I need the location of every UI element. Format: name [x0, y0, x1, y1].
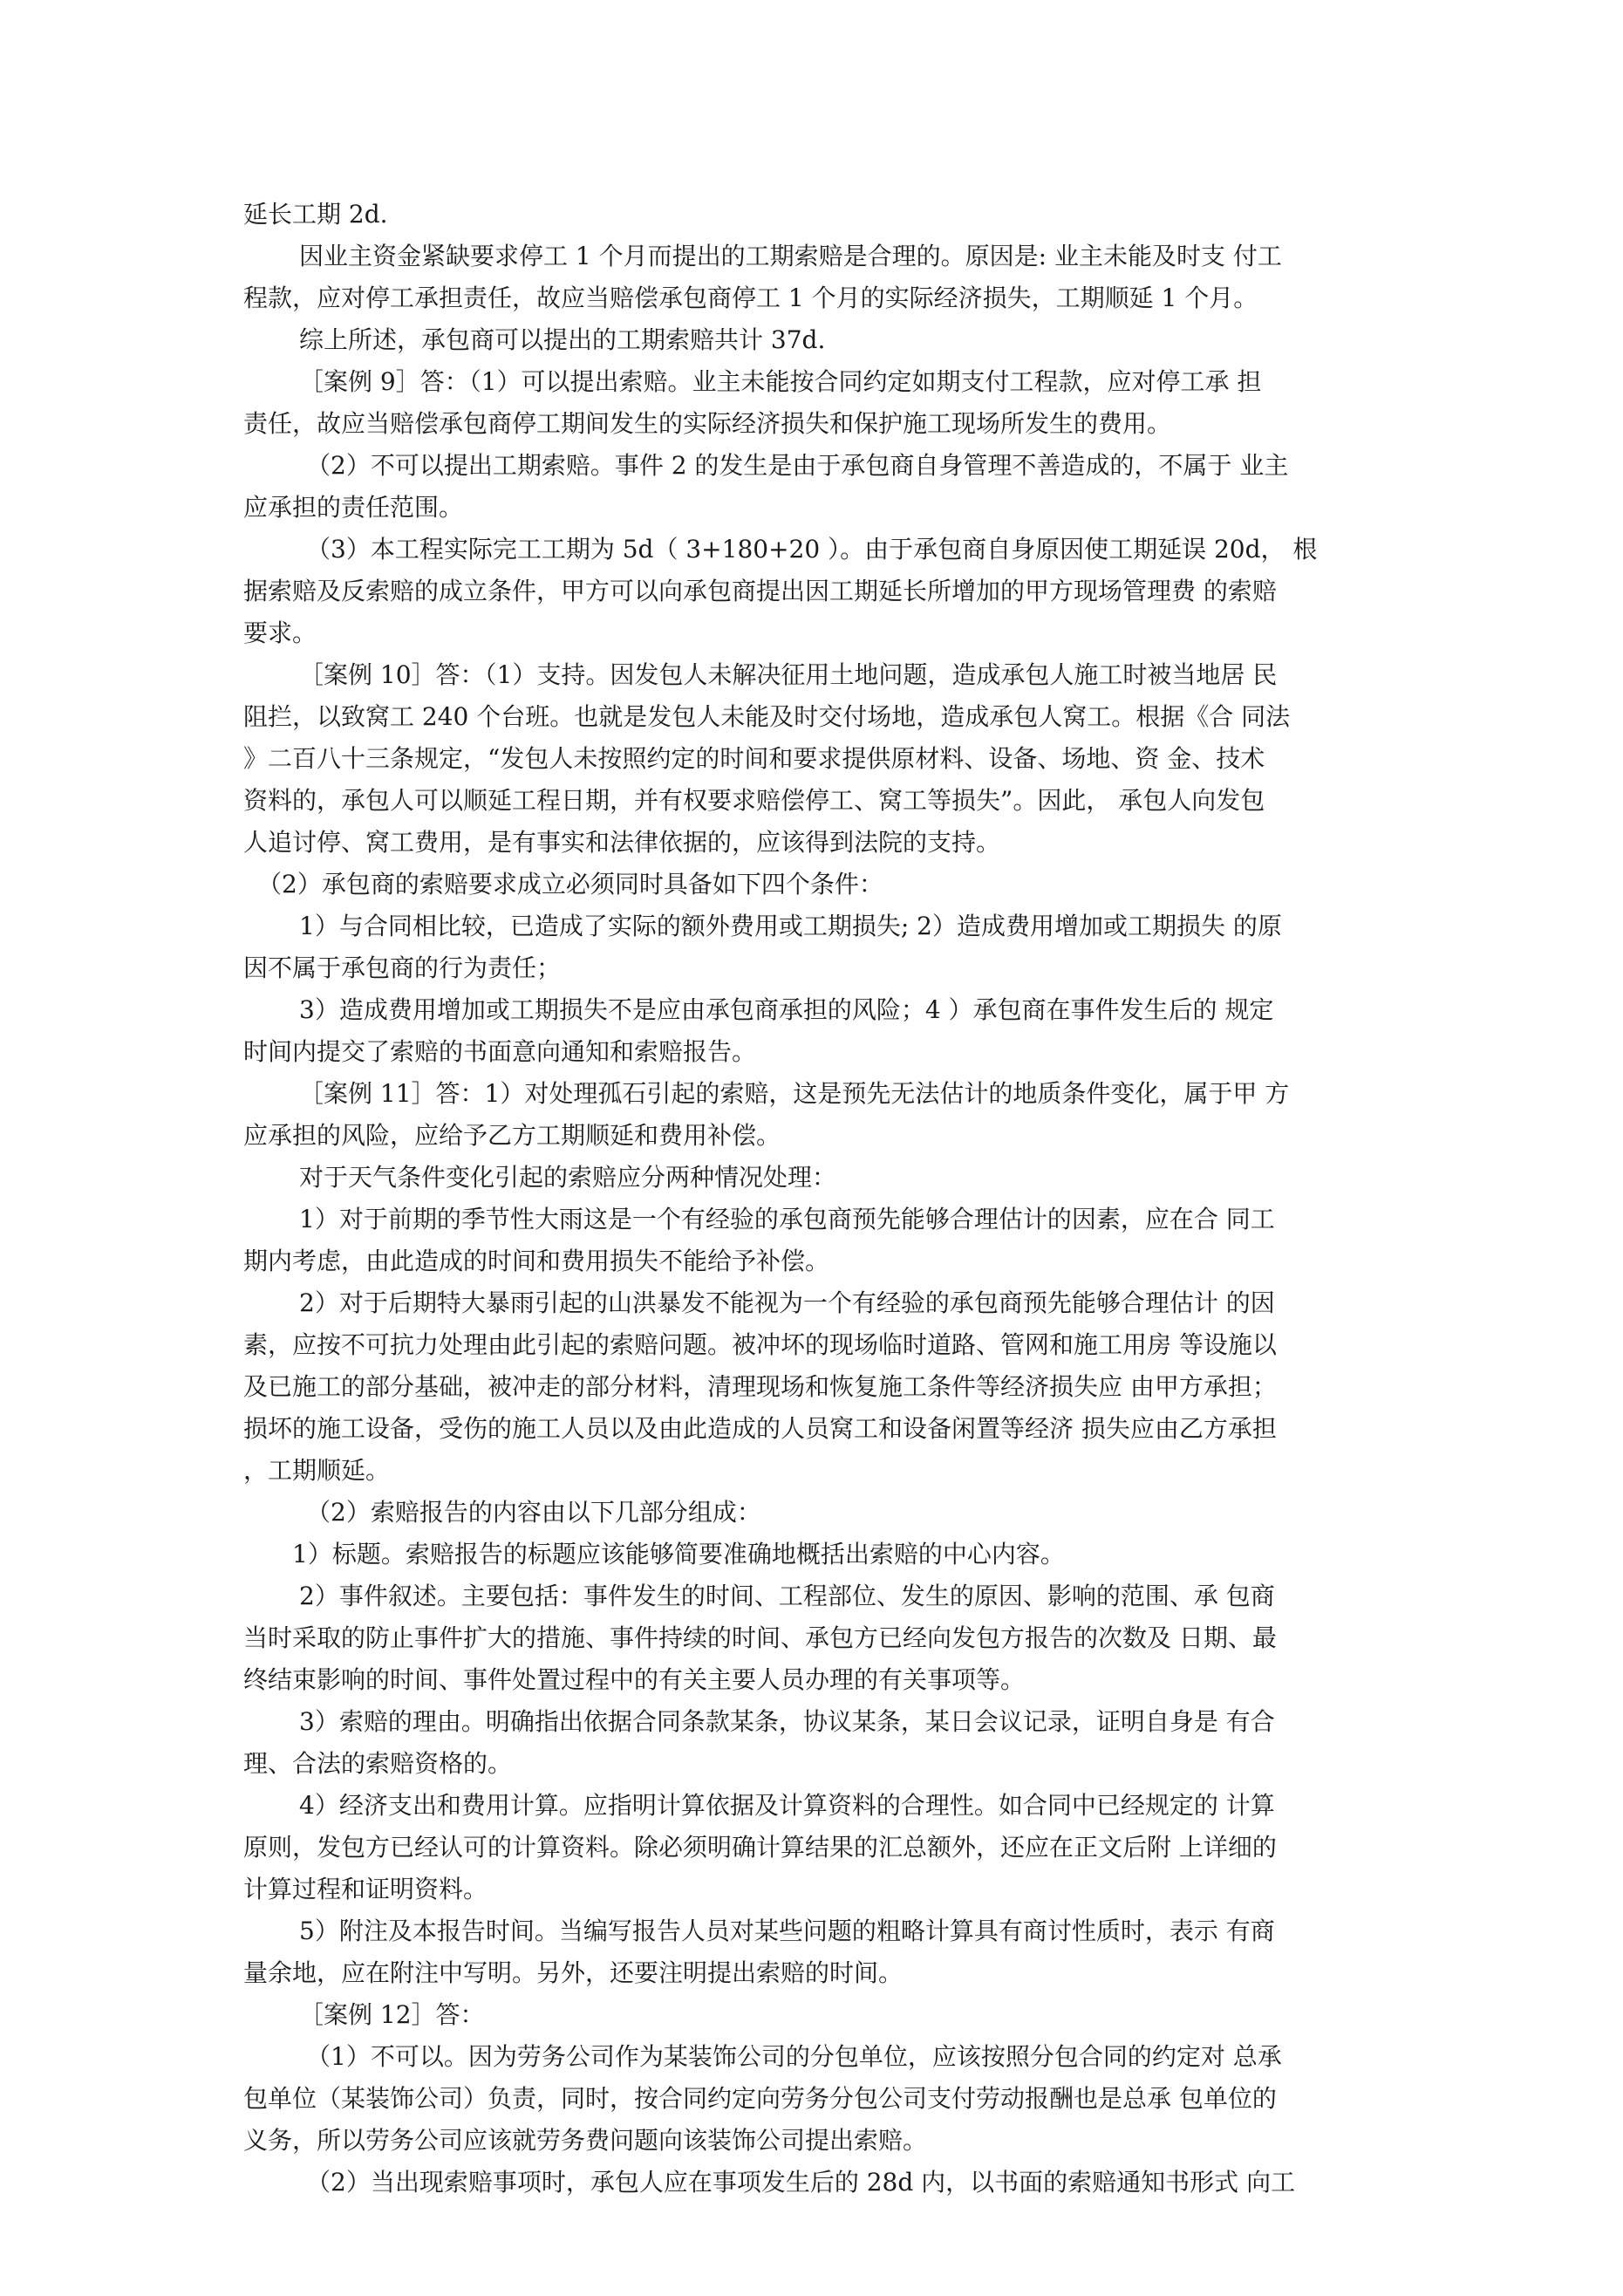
text-line: ［案例 9］答：（1）可以提出索赔。业主未能按合同约定如期支付工程款，应对停工承 担 — [299, 367, 1262, 396]
text-line: ，工期顺延。 — [243, 1456, 391, 1485]
text-line: 2）对于后期特大暴雨引起的山洪暴发不能视为一个有经验的承包商预先能够合理估计 的因 — [299, 1288, 1275, 1317]
text-line: 损坏的施工设备，受伤的施工人员以及由此造成的人员窝工和设备闲置等经济 损失应由乙方承担 — [243, 1414, 1277, 1443]
text-line: 原则，发包方已经认可的计算资料。除必须明确计算结果的汇总额外，还应在正文后附 上详细的 — [243, 1833, 1277, 1862]
text-line: 2）事件叙述。主要包括：事件发生的时间、工程部位、发生的原因、影响的范围、承 包商 — [299, 1582, 1275, 1610]
text-line: 综上所述，承包商可以提出的工期索赔共计 37d. — [299, 325, 826, 354]
text-line: 期内考虑，由此造成的时间和费用损失不能给予补偿。 — [243, 1247, 830, 1275]
text-line: 应承担的责任范围。 — [243, 493, 464, 522]
text-line: 及已施工的部分基础，被冲走的部分材料，清理现场和恢复施工条件等经济损失应 由甲方承担； — [243, 1372, 1277, 1401]
text-line: （3）本工程实际完工工期为 5d（ 3+180+20 ）。由于承包商自身原因使工期延误 20d， 根 — [306, 535, 1318, 564]
text-line: 1）与合同相比较，已造成了实际的额外费用或工期损失; 2）造成费用增加或工期损失 的原 — [299, 912, 1282, 940]
text-line: 4）经济支出和费用计算。应指明计算依据及计算资料的合理性。如合同中已经规定的 计算 — [299, 1791, 1275, 1820]
text-line: （2）当出现索赔事项时，承包人应在事项发生后的 28d 内，以书面的索赔通知书形式 向工 — [306, 2168, 1296, 2197]
text-line: 1）标题。索赔报告的标题应该能够简要准确地概括出索赔的中心内容。 — [292, 1540, 1065, 1568]
text-line: 阻拦，以致窝工 240 个台班。也就是发包人未能及时交付场地，造成承包人窝工。根据《合 同法 — [243, 702, 1291, 731]
text-line: （1）不可以。因为劳务公司作为某装饰公司的分包单位，应该按照分包合同的约定对 总承 — [306, 2042, 1282, 2071]
text-line: 终结束影响的时间、事件处置过程中的有关主要人员办理的有关事项等。 — [243, 1665, 1026, 1694]
text-line: 包单位（某装饰公司）负责，同时，按合同约定向劳务分包公司支付劳动报酬也是总承 包单位的 — [243, 2084, 1277, 2113]
text-line: 因业主资金紧缺要求停工 1 个月而提出的工期索赔是合理的。原因是: 业主未能及时支 付工 — [299, 242, 1282, 270]
text-line: 5）附注及本报告时间。当编写报告人员对某些问题的粗略计算具有商讨性质时，表示 有商 — [299, 1917, 1275, 1945]
text-line: 程款，应对停工承担责任，故应当赔偿承包商停工 1 个月的实际经济损失，工期顺延 1 个月。 — [243, 284, 1258, 312]
text-line: 责任，故应当赔偿承包商停工期间发生的实际经济损失和保护施工现场所发生的费用。 — [243, 409, 1172, 438]
text-line: 量余地，应在附注中写明。另外，还要注明提出索赔的时间。 — [243, 1958, 904, 1987]
text-line: 要求。 — [243, 618, 317, 647]
text-line: 资料的，承包人可以顺延工程日期，并有权要求赔偿停工、窝工等损失”。因此， 承包人向发包 — [243, 786, 1265, 815]
text-line: ［案例 10］答：（1）支持。因发包人未解决征用土地问题，造成承包人施工时被当地居 民 — [299, 660, 1278, 689]
text-line: ［案例 11］答：1）对处理孤石引起的索赔，这是预先无法估计的地质条件变化，属于甲 方 — [299, 1079, 1290, 1108]
text-line: 延长工期 2d. — [243, 200, 388, 229]
text-line: （2）不可以提出工期索赔。事件 2 的发生是由于承包商自身管理不善造成的，不属于 业主 — [306, 451, 1289, 480]
text-line: 1）对于前期的季节性大雨这是一个有经验的承包商预先能够合理估计的因素，应在合 同工 — [299, 1205, 1275, 1233]
text-line: 素，应按不可抗力处理由此引起的索赔问题。被冲坏的现场临时道路、管网和施工用房 等设施以 — [243, 1330, 1277, 1359]
text-line: 理、合法的索赔资格的。 — [243, 1749, 513, 1778]
text-line: 因不属于承包商的行为责任； — [243, 953, 562, 982]
text-line: 3）造成费用增加或工期损失不是应由承包商承担的风险；4 ）承包商在事件发生后的 规定 — [299, 995, 1274, 1024]
text-line: 应承担的风险，应给予乙方工期顺延和费用补偿。 — [243, 1121, 781, 1150]
text-line: （2）承包商的索赔要求成立必须同时具备如下四个条件： — [257, 870, 883, 899]
text-line: （2）索赔报告的内容由以下几部分组成： — [306, 1498, 761, 1527]
text-line: 人追讨停、窝工费用，是有事实和法律依据的，应该得到法院的支持。 — [243, 828, 1001, 857]
text-line: 时间内提交了索赔的书面意向通知和索赔报告。 — [243, 1037, 757, 1066]
text-line: 义务，所以劳务公司应该就劳务费问题向该装饰公司提出索赔。 — [243, 2126, 928, 2155]
text-line: 》二百八十三条规定，“发包人未按照约定的时间和要求提供原材料、设备、场地、资 金、技术 — [243, 744, 1265, 773]
text-line: 3）索赔的理由。明确指出依据合同条款某条，协议某条，某日会议记录，证明自身是 有合 — [299, 1707, 1275, 1736]
text-line: 对于天气条件变化引起的索赔应分两种情况处理： — [299, 1163, 837, 1192]
text-line: ［案例 12］答： — [299, 2000, 485, 2029]
text-line: 当时采取的防止事件扩大的措施、事件持续的时间、承包方已经向发包方报告的次数及 日期、最 — [243, 1623, 1277, 1652]
text-line: 计算过程和证明资料。 — [243, 1875, 488, 1903]
text-line: 据索赔及反索赔的成立条件，甲方可以向承包商提出因工期延长所增加的甲方现场管理费 的索赔 — [243, 577, 1277, 605]
